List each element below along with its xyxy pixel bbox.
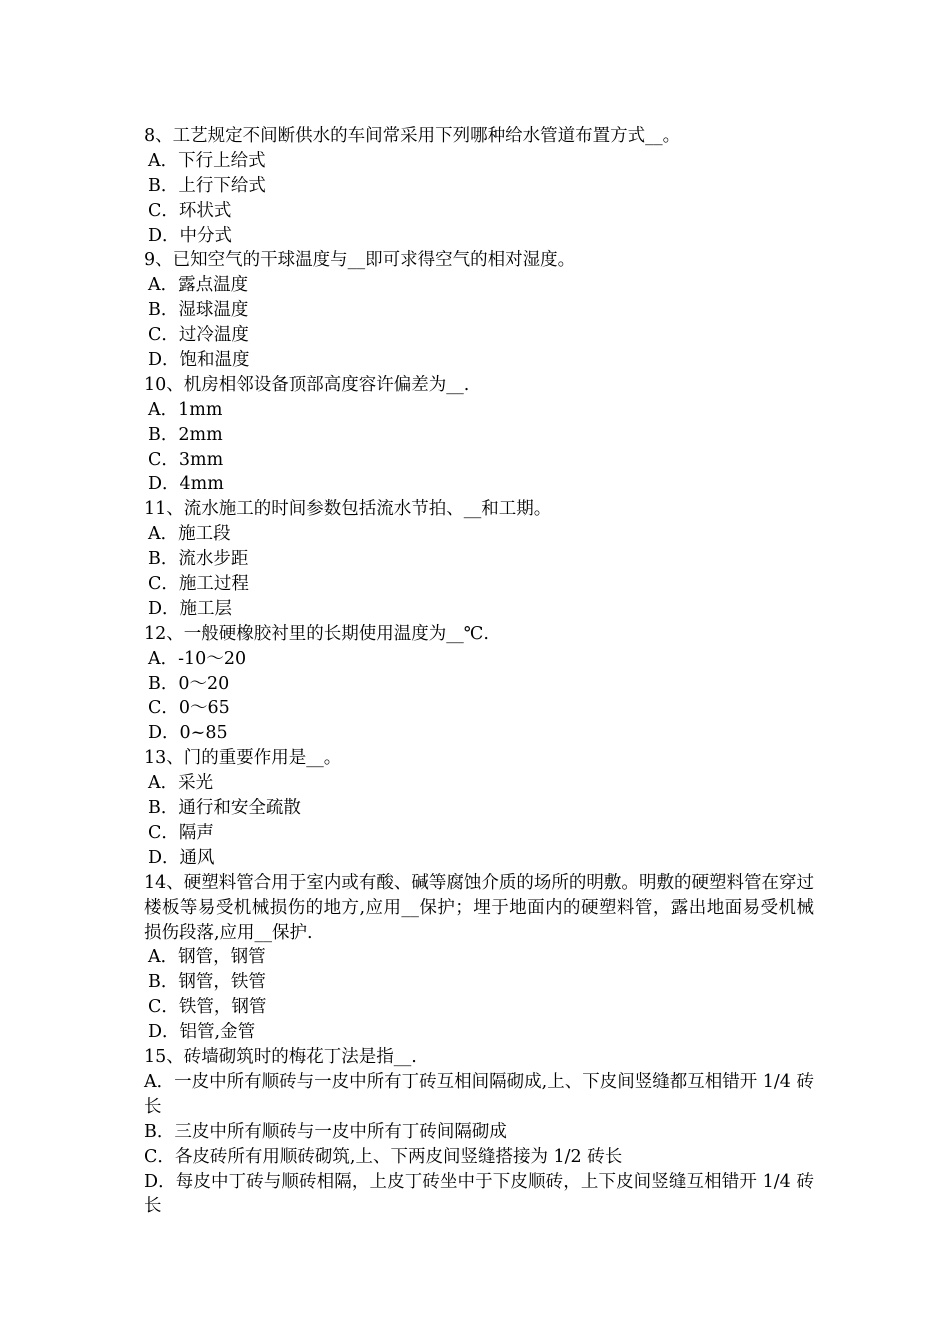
option-b: B．2mm [148,424,223,445]
option-b: B．三皮中所有顺砖与一皮中所有丁砖间隔砌成 [144,1121,507,1142]
question-14 [144,871,814,1045]
option-b: B．0～20 [148,673,230,694]
question-8 [144,124,814,248]
question-stem: 13、门的重要作用是__。 [144,748,342,769]
question-10 [144,373,814,497]
option-d: D．饱和温度 [148,350,250,371]
option-a: A．施工段 [148,524,231,545]
question-stem: 14、硬塑料管合用于室内或有酸、碱等腐蚀介质的场所的明敷。明敷的硬塑料管在穿过楼板等易受机械损伤的地方,应用__保护；埋于地面内的硬塑料管，露出地面易受机械损伤段落,应用__保护. [144,872,814,943]
question-11 [144,497,814,621]
option-c: C．铁管，钢管 [148,997,267,1018]
question-stem: 9、已知空气的干球温度与__即可求得空气的相对湿度。 [144,250,576,271]
question-9 [144,248,814,372]
option-b: B．钢管，铁管 [148,972,266,993]
option-d: D．0~85 [148,723,228,744]
option-a: A．采光 [148,773,214,794]
option-a: A．下行上给式 [148,150,266,171]
option-c: C．施工过程 [148,574,249,595]
option-d: D．每皮中丁砖与顺砖相隔，上皮丁砖坐中于下皮顺砖，上下皮间竖缝互相错开 1/4 砖长 [144,1171,814,1217]
option-d: D．中分式 [148,225,233,246]
option-b: B．通行和安全疏散 [148,798,301,819]
option-a: A．1mm [148,399,223,420]
question-13 [144,746,814,870]
option-b: B．上行下给式 [148,175,266,196]
question-stem: 15、砖墙砌筑时的梅花丁法是指__. [144,1047,417,1067]
option-c: C．0～65 [148,698,230,719]
option-b: B．湿球温度 [148,300,249,321]
option-c: C．3mm [148,449,224,470]
question-12 [144,622,814,746]
option-d: D．施工层 [148,598,233,619]
question-15 [144,1045,814,1219]
question-stem: 12、一般硬橡胶衬里的长期使用温度为__℃. [144,623,489,644]
option-a: A．露点温度 [148,275,249,296]
option-a: A．一皮中所有顺砖与一皮中所有丁砖互相间隔砌成,上、下皮间竖缝都互相错开 1/4 砖长 [144,1071,814,1117]
question-stem: 8、工艺规定不间断供水的车间常采用下列哪种给水管道布置方式__。 [144,126,681,146]
option-d: D．4mm [148,474,224,495]
question-stem: 11、流水施工的时间参数包括流水节拍、__和工期。 [144,499,552,520]
option-d: D．铝管,金管 [148,1022,256,1043]
option-d: D．通风 [148,847,215,868]
option-c: C．过冷温度 [148,325,249,346]
option-c: C．隔声 [148,822,214,843]
option-c: C．环状式 [148,200,232,221]
option-c: C．各皮砖所有用顺砖砌筑,上、下两皮间竖缝搭接为 1/2 砖长 [144,1146,623,1167]
option-a: A．-10～20 [148,648,247,669]
question-list [144,124,814,1219]
option-b: B．流水步距 [148,549,249,570]
question-stem: 10、机房相邻设备顶部高度容许偏差为__. [144,374,470,395]
option-a: A．钢管，钢管 [148,947,266,968]
